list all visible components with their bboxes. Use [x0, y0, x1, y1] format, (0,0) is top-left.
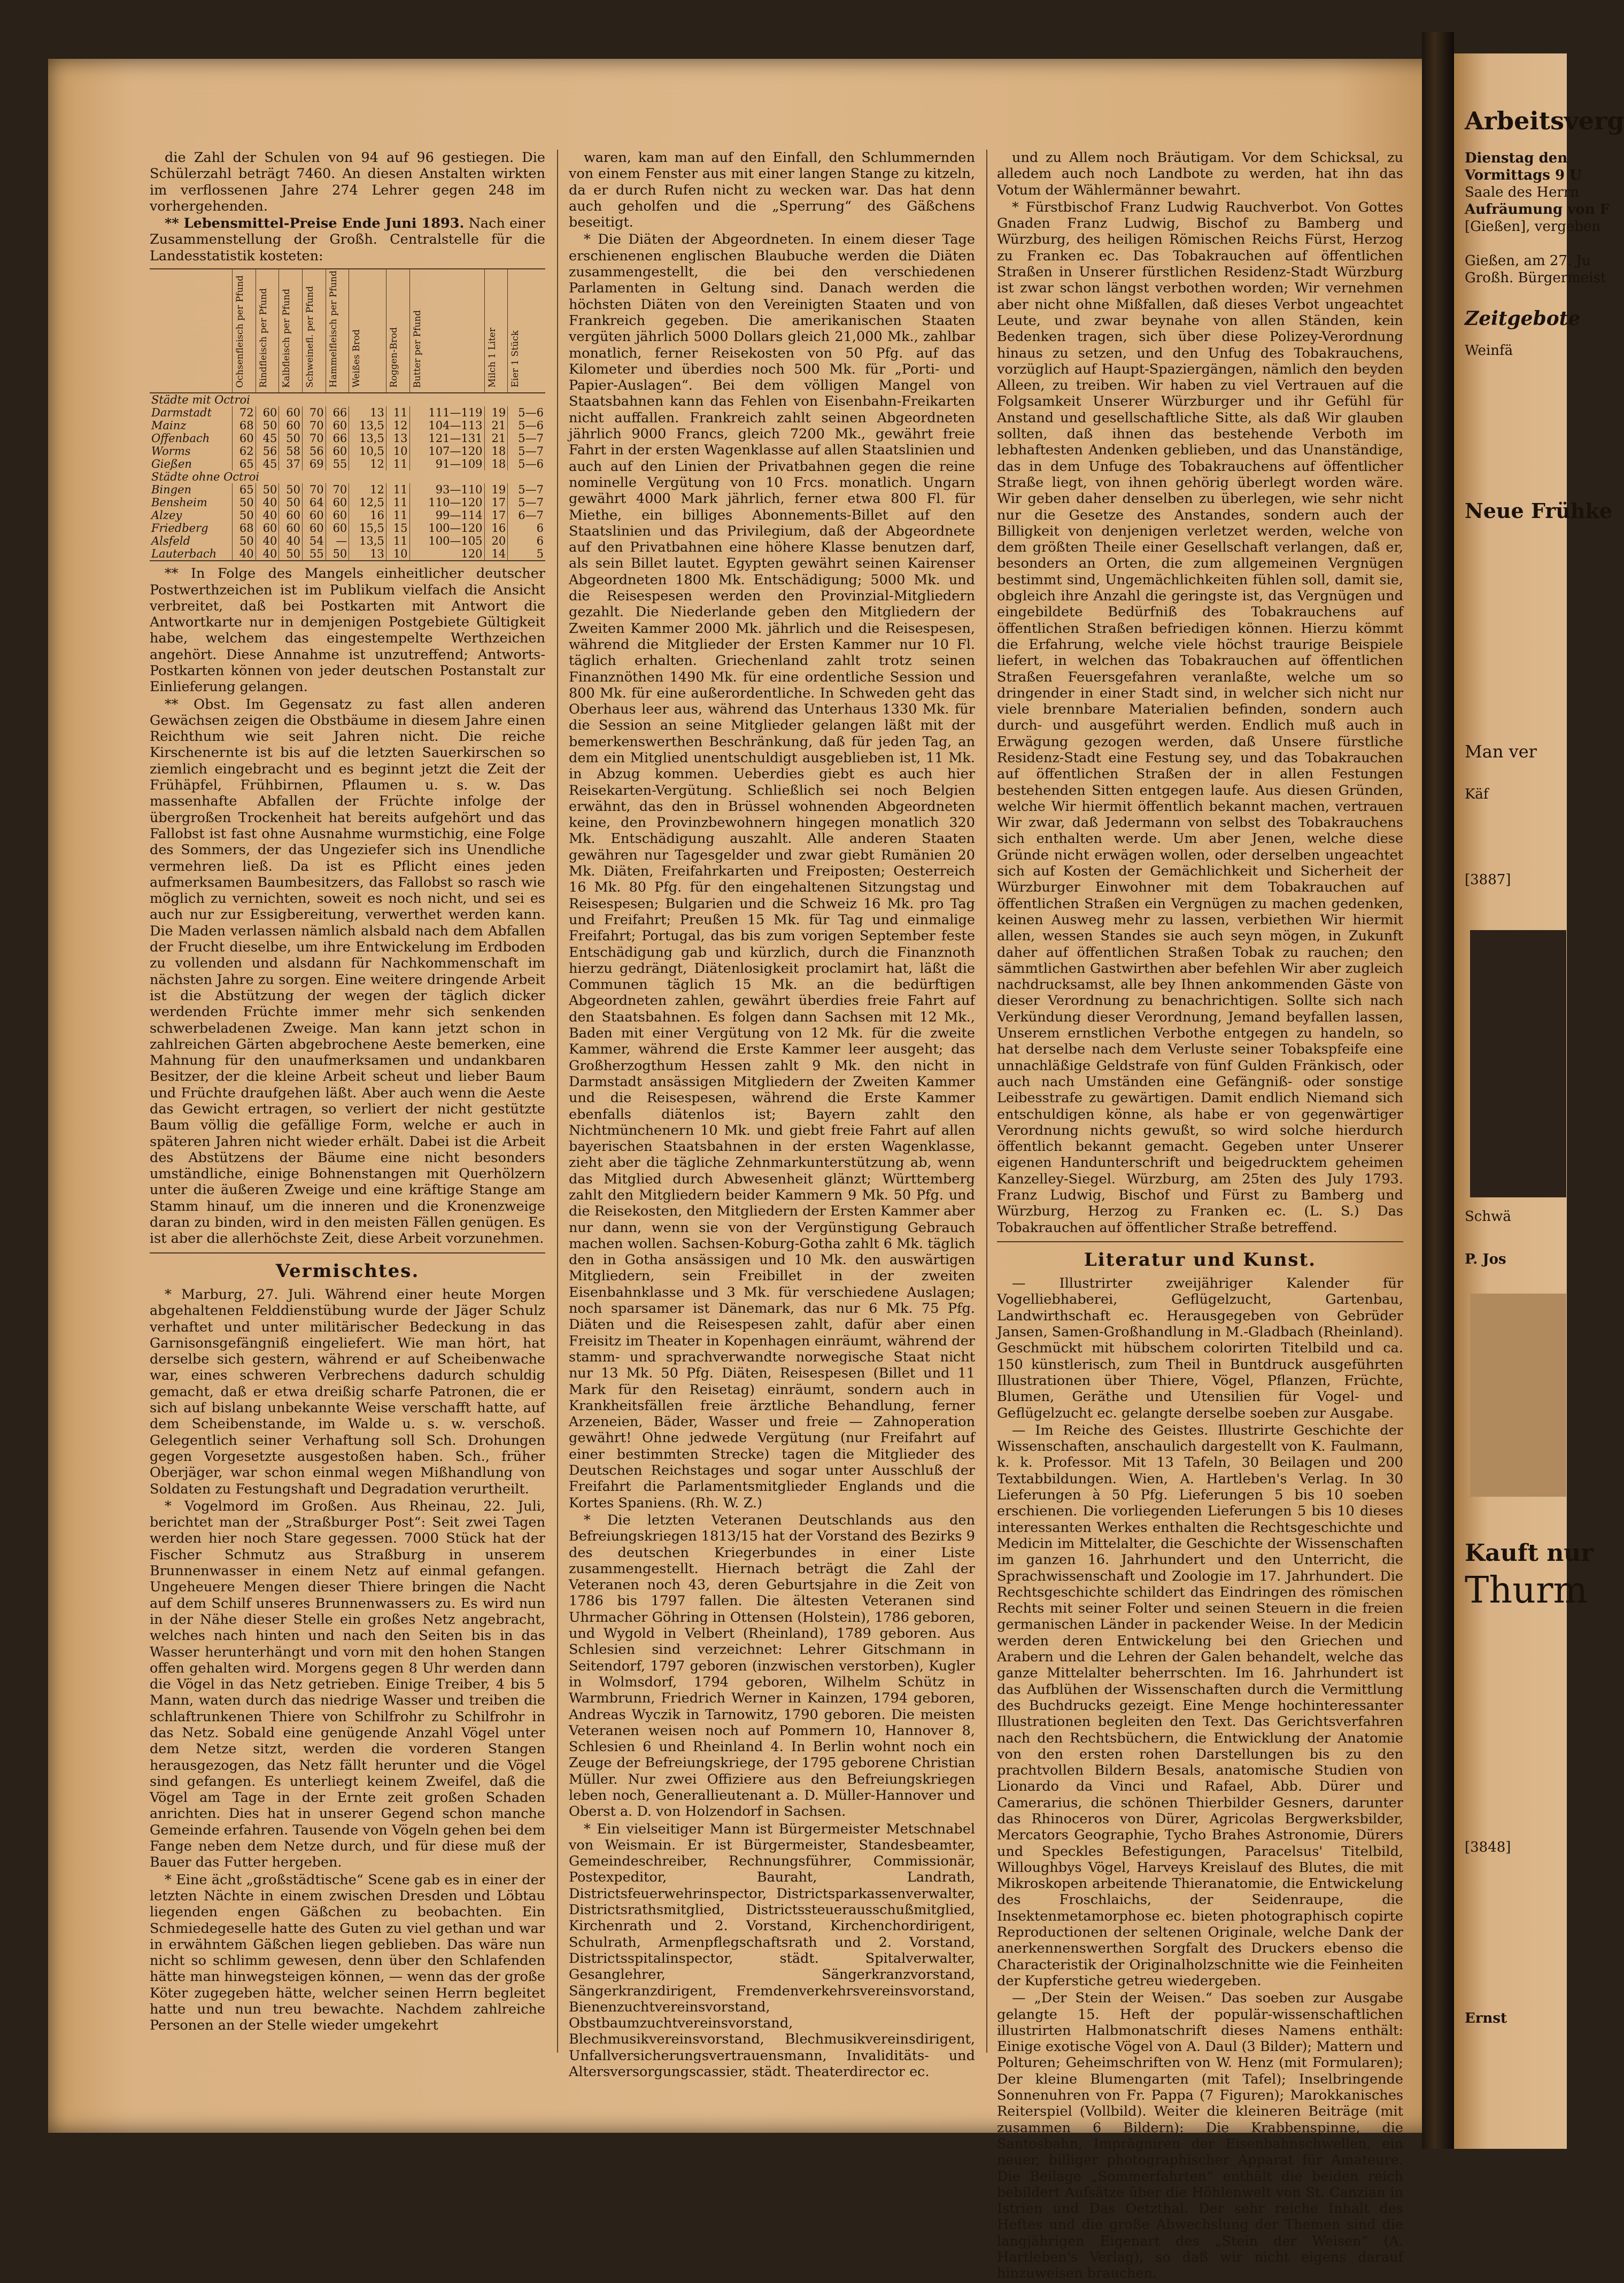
- table-cell: 15,5: [349, 522, 386, 535]
- table-cell: 50: [233, 535, 256, 547]
- table-cell: 5—7: [508, 483, 545, 496]
- mayor-continued: und zu Allem noch Bräutigam. Vor dem Schicksal, zu alledem auch noch Landbote zu werden, hat ihn das Votum der Wählermänner bewahrt.: [997, 150, 1403, 198]
- table-cell: 11: [386, 458, 409, 470]
- table-cell: 60: [256, 406, 279, 419]
- diaeten-paragraph: * Die Diäten der Abgeordneten. In einem dieser Tage erschienenen englischen Blaubuche werden die Diäten zusammengestellt, die bei den verschiedenen Parlamenten in Geltung sind. Danach werden die höchsten Diäten von den Vereinigten Staaten und von Frankreich gegeben. Die amerikanischen Staaten vergüten jährlich 5000 Dollars gleich 21,000 Mk., zahlbar monatlich, ferner Reisekosten von 50 Pfg. auf das Kilometer und überdies noch 500 Mk. für „Porti- und Papier-Auslagen“. Bei dem völligen Mangel von Staatsbahnen kann das Fehlen von Eisenbahn-Freikarten nicht auffallen. Frankreich zahlt seinen Abgeordneten jährlich 9000 Francs, gleich 7200 Mk., gewährt freie Fahrt in der ersten Wagenklasse auf allen Staatslinien und auch auf den Linien der Privatbahnen gegen die reine nominelle Vergütung von 10 Frcs. monatlich. Ungarn gewährt 4000 Mark jährlich, ferner etwa 800 Fl. für Miethe, ein billiges Abonnements-Billet auf den Staatslinien und das Privilegium, daß der Abgeordnete auf den Privatbahnen eine höhere Klasse benutzen darf, als sein Billet lautet. Egypten gewährt seinen Kairenser Abgeordneten 1800 Mk. Entschädigung; 5000 Mk. und die Reisespesen werden den Provinzial-Mitgliedern gezahlt. Die Niederlande geben den Mitgliedern der Zweiten Kammer 2000 Mk. jährlich und die Reisespesen, während die Mitglieder der Ersten Kammer nur 10 Fl. täglich erhalten. Griechenland zahlt trotz seinen Finanznöthen 1490 Mk. für eine ordentliche Session und 800 Mk. für eine außerordentliche. In Schweden geht das Oberhaus leer aus, während das Unterhaus 1330 Mk. für die Session an seine Mitglieder gelangen läßt mit der bemerkenswerthen Beschränkung, daß für jeden Tag, an dem ein Mitglied unentschuldigt ausgeblieben ist, 11 Mk. in Abzug kommen. Ueberdies giebt es auch hier Reisekarten-Vergütung. Schließlich sei noch Belgien erwähnt, das den in Brüssel wohnenden Abgeordneten keine, den Provinzbewohnern hingegen monatlich 320 Mk. Entschädigung auszahlt. Alle anderen Staaten gewähren nur Tagesgelder und zwar giebt Rumänien 20 Mk. Diäten, Freifahrkarten und Freiposten; Oesterreich 16 Mk. 80 Pfg. für den eingehaltenen Sitzungstag und Reisespesen; Bulgarien und die Schweiz 16 Mk. pro Tag und Freifahrt; Preußen 15 Mk. für Tag und einmalige Freifahrt; Portugal, das bis zum vorigen September feste Entschädigung gab und kürzlich, durch die Finanznoth hierzu gedrängt, Diätenlosigkeit proclamirt hat, läßt die Communen täglich 15 Mk. an die bedürftigen Abgeordneten zahlen, gewährt überdies freie Fahrt auf den Staatsbahnen. Es folgen dann Sachsen mit 12 Mk., Baden mit einer Vergütung von 12 Mk. für die zweite Kammer, während die Erste Kammer leer ausgeht; das Großherzogthum Hessen zahlt 9 Mk. den nicht in Darmstadt ansässigen Mitgliedern der Zweiten Kammer und die Reisespesen, während die Erste Kammer ebenfalls diätenlos ist; Bayern zahlt den Nichtmünchenern 10 Mk. und giebt freie Fahrt auf allen bayerischen Staatsbahnen in der ersten Wagenklasse, zieht aber die tägliche Zehnmarkunterstützung ab, wenn das Mitglied durch Abwesenheit glänzt; Württemberg zahlt den Mitgliedern beider Kammern 9 Mk. 50 Pfg. und die Reisekosten, den Mitgliedern der Ersten Kammer aber nur dann, wenn sie von der Vergünstigung Gebrauch machen wollen. Sachsen-Koburg-Gotha zahlt 6 Mk. täglich den in Gotha ansässigen und 10 Mk. den auswärtigen Mitgliedern, sein Freibillet in der zweiten Eisenbahnklasse und 3 Mk. für verschiedene Auslagen; noch sparsamer ist Dänemark, das nur 6 Mk. 75 Pfg. Diäten und die Reisespesen zahlt, dafür aber einen Freisitz im Theater in Kopenhagen einräumt, während der stamm- und sprachverwandte norwegische Staat nicht nur 13 Mk. 50 Pfg. Diäten, Reisespesen (Billet und 11 Mark für den Reisetag) einräumt, sondern auch in Krankheitsfällen freie ärztliche Behandlung, ferner Arzeneien, Bäder, Wasser und freie — Zahnoperation gewährt! Ohne jedwede Vergütung (nur Freifahrt auf einer bestimmten Strecke) tagen die Mitglieder des Deutschen Reichstages und sogar unter Ausschluß der Freifahrt die Parlamentsmitglieder Englands und die Kortes Spaniens. (Rh. W. Z.): [569, 231, 975, 1511]
- table-cell: 6: [508, 535, 545, 547]
- table-cell: 69: [302, 458, 326, 470]
- table-cell: 5—6: [508, 458, 545, 470]
- section-heading-vermischtes: Vermischtes.: [275, 1260, 420, 1282]
- table-cell: 50: [279, 496, 303, 509]
- table-group-label: Städte mit Octroi: [151, 393, 250, 407]
- table-group-row: [150, 393, 545, 406]
- table-cell: 60: [233, 432, 256, 445]
- table-cell: 18: [484, 445, 508, 458]
- table-cell: 5: [508, 547, 545, 561]
- next-page-heading: Arbeitsverg: [1465, 106, 1624, 135]
- table-cell: 70: [302, 483, 326, 496]
- school-paragraph: die Zahl der Schulen von 94 auf 96 gestiegen. Die Schülerzahl beträgt 7460. An diesen Anstalten wirkten im verflossenen Jahre 274 Lehrer gegen 248 im vorhergehenden.: [150, 150, 545, 214]
- next-page-ad: P. Jos: [1465, 1251, 1506, 1267]
- table-cell: 121—131: [409, 432, 484, 445]
- table-cell: 17: [484, 496, 508, 509]
- table-city-cell: Alzey: [151, 509, 182, 522]
- next-page-ad: Ernst: [1465, 2010, 1507, 2026]
- table-cell: 50: [233, 509, 256, 522]
- table-cell: 68: [233, 419, 256, 432]
- calendar-review: — Illustrirter zweijähriger Kalender für Vogelliebhaberei, Geflügelzucht, Gartenbau, Landwirthschaft ec. Herausgegeben von Gebrüder Jansen, Samen-Großhandlung in M.-Gladbach (Rheinland). Geschmückt mit hübschem colorirten Titelbild und ca. 150 künstlerisch, zum Theil in Buntdruck ausgeführten Illustrationen über Thiere, Vögel, Pflanzen, Früchte, Blumen, Geräthe und Utensilien für Vogel- und Geflügelzucht ec. gelangte derselbe soeben zur Ausgabe.: [997, 1275, 1403, 1421]
- table-cell: 65: [233, 483, 256, 496]
- next-page-fragment: [1454, 53, 1624, 2149]
- column-3: [997, 150, 1403, 2283]
- table-cell: 12: [386, 419, 409, 432]
- table-cell: 65: [233, 458, 256, 470]
- table-cell: 5—6: [508, 406, 545, 419]
- table-city-cell: Gießen: [151, 458, 192, 471]
- table-row: [150, 522, 545, 535]
- table-cell: 13: [349, 406, 386, 419]
- next-page-ad: Kauft nur: [1465, 1539, 1594, 1567]
- table-cell: 58: [279, 445, 303, 458]
- table-cell: 64: [302, 496, 326, 509]
- table-cell: 10: [386, 547, 409, 561]
- table-column-header: [386, 269, 409, 393]
- table-cell: 5—7: [508, 432, 545, 445]
- table-cell: 10: [386, 445, 409, 458]
- next-page-ad: Thurm: [1465, 1569, 1588, 1612]
- table-cell: 50: [326, 547, 349, 561]
- table-cell: 110—120: [409, 496, 484, 509]
- food-prices-table: [150, 268, 545, 561]
- table-city-cell: Friedberg: [151, 522, 208, 535]
- table-cell: 60: [326, 509, 349, 522]
- table-column-header: [484, 269, 508, 393]
- table-group-row: [150, 470, 545, 483]
- table-cell: 45: [256, 432, 279, 445]
- table-cell: 12: [349, 483, 386, 496]
- next-page-number: [3848]: [1465, 1839, 1511, 1855]
- table-cell: 40: [256, 509, 279, 522]
- table-cell: 60: [326, 522, 349, 535]
- table-cell: 11: [386, 406, 409, 419]
- table-cell: 12,5: [349, 496, 386, 509]
- book-spine: [1422, 32, 1454, 2149]
- table-cell: 45: [256, 458, 279, 470]
- next-page-ad: Zeitgebote: [1465, 307, 1581, 330]
- next-page-number: [3887]: [1465, 872, 1511, 888]
- postcard-paragraph: ** In Folge des Mangels einheitlicher deutscher Postwerthzeichen ist im Publikum vielfach die Ansicht verbreitet, daß bei Postkarten mit Antwort die Antwortkarte nur in demjenigen Postgebiete Gültigkeit habe, welchem das eingestempelte Werthzeichen angehört. Diese Annahme ist unzutreffend; Antworts-Postkarten können von jeder deutschen Postanstalt zur Einlieferung gelangen.: [150, 566, 545, 695]
- next-page-ad: Man ver: [1465, 741, 1537, 762]
- table-cell: 60: [302, 509, 326, 522]
- fruit-paragraph: ** Obst. Im Gegensatz zu fast allen anderen Gewächsen zeigen die Obstbäume in diesem Jahre einen Reichthum wie seit Jahren nicht. Die reiche Kirschenernte ist bis auf die letzten Sauerkirschen so ziemlich eingebracht und es beginnt jetzt die Zeit der Frühäpfel, Frühbirnen, Pflaumen u. s. w. Das massenhafte Abfallen der Früchte infolge der übergroßen Trockenheit hat bereits aufgehört und das Fallobst ist fast ohne Ausnahme wurmstichig, eine Folge des Sommers, der das Ungeziefer sich ins Unendliche vermehren ließ. Da ist es Pflicht eines jeden aufmerksamen Baumbesitzers, das Fallobst so rasch wie möglich zu vernichten, soweit es noch nicht, und sei es auch nur zur Essigbereitung, verwerthet werden kann. Die Maden verlassen nämlich alsbald nach dem Abfallen der Frucht dieselbe, um ihre Entwickelung im Erdboden zu vollenden und alsdann für Nachkommenschaft im nächsten Jahre zu sorgen. Eine weitere dringende Arbeit ist die Abstützung der wegen der täglich dicker werdenden Früchte immer mehr sich senkenden schwerbeladenen Zweige. Man kann jetzt schon in zahlreichen Gärten abgebrochene Aeste bemerken, eine Mahnung für den unaufmerksamen und undankbaren Besitzer, der die kleine Arbeit scheut und lieber Baum und Früchte draufgehen läßt. Aber auch wenn die Aeste das Gewicht ertragen, so verliert der nicht gestützte Baum völlig die gefällige Form, welche er auch in späteren Jahren nicht wieder erhält. Dabei ist die Arbeit des Abstützens der Bäume eine nicht besonders umständliche, einige Bohnenstangen mit Querhölzern unter die äußeren Zweige und eine kräftige Stange am Stamm hinauf, um die inneren und die Kronenzweige daran zu binden, wird in den meisten Fällen genügen. Es ist aber die allerhöchste Zeit, diese Arbeit vorzunehmen.: [150, 696, 545, 1247]
- table-column-header: [279, 269, 303, 393]
- table-cell: 70: [302, 419, 326, 432]
- reich-des-geistes-review: — Im Reiche des Geistes. Illustrirte Geschichte der Wissenschaften, anschaulich dargestellt von K. Faulmann, k. k. Professor. Mit 13 Tafeln, 30 Beilagen und 200 Textabbildungen. Wien, A. Hartleben's Verlag. In 30 Lieferungen à 50 Pfg. Lieferungen 5 bis 10 soeben erschienen. Die vorliegenden Lieferungen 5 bis 10 dieses interessanten Werkes enthalten die Rechtsgeschichte und Medicin im Mittelalter, die Geschichte der Wissenschaften im ganzen 16. Jahrhundert und den Unterricht, die Sprachwissenschaft und Zoologie im 17. Jahrhundert. Die Rechtsgeschichte schildert das Eindringen des römischen Rechts mit seiner Folter und seinen Steuern in die freien germanischen Länder in packender Weise. In der Medicin werden deren Entwickelung bei den Griechen und Arabern und die Lehren der Galen behandelt, welche das ganze Mittelalter beherrschten. Im 16. Jahrhundert ist das Aufblühen der Wissenschaften durch die Vermittlung des Buchdrucks gezeigt. Eine Menge hochinteressanter Illustrationen begleiten den Text. Das Gerichtsverfahren nach den Rechtsbüchern, die Entwicklung der Anatomie von den ersten rohen Darstellungen bis zu den prachtvollen Bildern Besals, anatomische Studien von Lionardo da Vinci und Rafael, Abb. Dürer und Camerarius, die schönen Thierbilder Gesners, darunter das Rhinoceros von Dürer, Agricolas Bergwerksbilder, Mercators Geographie, Tycho Brahes Astronomie, Dürers und Speckles Befestigungen, Paracelsus' Titelbild, Willoughbys Vögel, Harveys Kreislauf des Blutes, die mit Mikroskopen arbeitende Thieranatomie, die Entwickelung des Froschlaichs, der Seidenraupe, die Insektenmetamorphose ec. bieten photographisch copirte Reproductionen der seltenen Originale, welche Dank der anerkennenswerthen Sorgfalt des Druckers ebenso die Characteristik der Originalholzschnitte wie die Feinheiten der Kupferstiche getreu wiedergeben.: [997, 1422, 1403, 1989]
- table-cell: 5—6: [508, 419, 545, 432]
- table-column-header: [256, 269, 279, 393]
- table-cell: 60: [326, 496, 349, 509]
- table-cell: 11: [386, 483, 409, 496]
- table-cell: 19: [484, 406, 508, 419]
- table-cell: 60: [279, 509, 303, 522]
- table-row: [150, 445, 545, 458]
- table-cell: 56: [302, 445, 326, 458]
- table-cell: 18: [484, 458, 508, 470]
- table-group-label: Städte ohne Octroi: [151, 470, 259, 484]
- table-cell: 91—109: [409, 458, 484, 470]
- food-prices-heading: ** Lebensmittel-Preise Ende Juni 1893.: [165, 215, 465, 232]
- table-city-cell: Alsfeld: [151, 535, 191, 548]
- next-page-line: Dienstag den: [1465, 150, 1568, 166]
- table-cell: 70: [302, 432, 326, 445]
- mayor-paragraph: * Ein vielseitiger Mann ist Bürgermeister Metschnabel von Weismain. Er ist Bürgermeister, Standesbeamter, Gemeindeschreiber, Rechnungsführer, Commissionär, Postexpeditor, Bauraht, Landrath, Districtsfeuerwehrinspector, Districtsparkassenverwalter, Districtsrathsmitglied, Districtssteuerausschußmitglied, Kirchenrath und 2. Vorstand, Kirchenchordirigent, Schulrath, Armenpflegschaftsrath und 2. Vorstand, Districtsspitalinspector, städt. Spitalverwalter, Gesanglehrer, Sängerkranzvorstand, Sängerkranzdirigent, Fremdenverkehrsvereinsvorstand, Bienenzuchtvereinsvorstand, Obstbaumzuchtvereinsvorstand, Blechmusikvereinsvorstand, Blechmusikvereinsdirigent, Unfallversicherungsvertrauensmann, Invaliditäts- und Altersversorgungscassier, städt. Theaterdirector ec.: [569, 1821, 975, 2080]
- table-cell: 56: [256, 445, 279, 458]
- table-column-header: [409, 269, 484, 393]
- table-cell: 66: [326, 406, 349, 419]
- table-cell: 60: [279, 419, 303, 432]
- table-city-cell: Darmstadt: [151, 406, 212, 420]
- table-row: [150, 419, 545, 432]
- table-column-header-label: Rindfleisch per Pfund: [258, 288, 269, 388]
- table-cell: 50: [279, 483, 303, 496]
- next-page-line: Aufräumung von F: [1465, 202, 1610, 218]
- table-cell: 40: [279, 535, 303, 547]
- table-cell: 16: [484, 522, 508, 535]
- table-row: [150, 406, 545, 419]
- table-cell: 104—113: [409, 419, 484, 432]
- table-column-header-label: Ochsenfleisch per Pfund: [235, 275, 245, 388]
- table-city-cell: Bensheim: [151, 496, 207, 509]
- next-page-line: Vormittags 9 U: [1465, 167, 1582, 183]
- smoking-ban-paragraph: * Fürstbischof Franz Ludwig Rauchverbot. Von Gottes Gnaden Franz Ludwig, Bischof zu Bamberg und Würzburg, des heiligen Römischen Reichs Fürst, Herzog zu Franken ec. Das Tobakrauchen auf öffentlichen Straßen in Unserer fürstlichen Residenz-Stadt Würzburg ist zwar schon längst verbothen worden; Wir vernehmen aber nicht ohne Mißfallen, daß dieses Verbot ungeachtet Leute, und zwar beynahe von allen Ständen, kein Bedenken tragen, sich über diese Polizey-Verordnung hinaus zu setzen, und den Unfug des Tobakrauchens, vorzüglich auf Haupt-Spaziergängen, nämlich den beyden Alleen, zu treiben. Wir haben zu viel Vertrauen auf die Folgsamkeit Unserer Würzburger und ihr Gefühl für Anstand und gesellschaftliche Sitte, als daß Wir glauben sollten, daß ihnen das bestehende Verboth im lebhaftesten Andenken geblieben, und das Unanständige, das in dem Unfuge des Tobakrauchens auf öffentlicher Straße liegt, von ihnen gehörig überlegt worden wäre. Wir geben daher denselben zu überlegen, wie sehr nicht nur die Gesetze des Anstandes, sondern auch der Billigkeit von denjenigen verletzet werden, welche von dem größten Theile einer Gesellschaft verlangen, daß er, besonders an Orten, die zum allgemeinen Vergnügen bestimmt sind, Ungemächlichkeiten fühlen soll, damit sie, obgleich ihre Anzahl die geringste ist, das Vergnügen und eingebildete Bedürfniß des Tobakrauchens auf öffentlichen Straßen befriedigen können. Hierzu kömmt die Erfahrung, welche viele höchst traurige Beispiele liefert, in welchen das Tobakrauchen auf öffentlichen Straßen Feuersgefahren veranlaßte, welche um so dringender in einer Stadt sind, in welcher sich nicht nur viele brennbare Materialien befinden, sondern auch durch- und ausgeführt werden. Endlich muß auch in Erwägung gezogen werden, daß Unsere fürstliche Residenz-Stadt eine Festung sey, und das Tobakrauchen auf öffentlichen Straßen der in allen Festungen bestehenden Sitten entgegen laufe. Aus diesen Gründen, welche Wir hiermit öffentlich bekannt machen, vertrauen Wir zwar, daß Jedermann von selbst des Tobakrauchens sich enthalten werde. Um aber Jenen, welche diese Gründe nicht erwägen wollen, oder derselben ungeachtet sich auf Kosten der Gemächlichkeit und Sicherheit der Würzburger Einwohner mit dem Tobakrauchen auf öffentlichen Straßen ein Vergnügen zu machen gedenken, keinen Ausweg mehr zu lassen, verbiethen Wir hiermit allen, wessen Standes sie auch seyn mögen, in Zukunft daher auf öffentlichen Straßen Tobak zu rauchen; den sämmtlichen Gastwirthen aber befehlen Wir aber zugleich nachdrucksamst, alle bey Ihnen ankommenden Gäste von dieser Verordnung zu benachrichtigen. Sollte sich nach Verkündung dieser Verordnung, Jemand beyfallen lassen, Unserem ernstlichen Verbothe entgegen zu handeln, so hat derselbe nach dem Verluste seiner Tobakspfeife eine unnachläßige Geldstrafe von fünf Gulden Fränkisch, oder auch nach Umständen eine Gefängniß- oder sonstige Leibesstrafe zu gewärtigen. Damit endlich Niemand sich entschuldigen könne, als habe er von gegenwärtiger Verordnung nichts gewußt, so wird solche hierdurch öffentlich bekannt gemacht. Gegeben unter Unserer eigenen Handunterschrift und beigedrucktem geheimen Kanzelley-Siegel. Würzburg, am 25ten des July 1793. Franz Ludwig, Bischof und Fürst zu Bamberg und Würzburg, Herzog zu Franken ec. (L. S.) Das Tobakrauchen auf öffentlicher Straße betreffend.: [997, 199, 1403, 1236]
- table-cell: 62: [233, 445, 256, 458]
- table-cell: 50: [279, 547, 303, 561]
- table-cell: 12: [349, 458, 386, 470]
- table-cell: 66: [326, 432, 349, 445]
- table-cell: 70: [326, 483, 349, 496]
- table-cell: 21: [484, 432, 508, 445]
- table-row: [150, 496, 545, 509]
- table-cell: 13,5: [349, 432, 386, 445]
- table-column-header-label: Weißes Brod: [351, 329, 362, 388]
- table-city-cell: Mainz: [151, 419, 187, 432]
- table-cell: 50: [279, 432, 303, 445]
- table-cell: 5—7: [508, 496, 545, 509]
- table-column-header-label: Hammelfleisch per Pfund: [328, 270, 339, 388]
- table-cell: 13,5: [349, 535, 386, 547]
- table-row: [150, 458, 545, 470]
- table-row: [150, 432, 545, 445]
- table-cell: 68: [233, 522, 256, 535]
- table-column-header: [233, 269, 256, 393]
- table-cell: 21: [484, 419, 508, 432]
- table-cell: 70: [302, 406, 326, 419]
- table-cell: 6—7: [508, 509, 545, 522]
- table-cell: 13: [349, 547, 386, 561]
- next-page-line: Gießen, am 27. Ju: [1465, 253, 1591, 269]
- table-cell: 50: [233, 496, 256, 509]
- table-cell: 93—110: [409, 483, 484, 496]
- table-row: [150, 535, 545, 547]
- table-cell: 60: [256, 522, 279, 535]
- table-column-header-label: Butter per Pfund: [412, 309, 423, 388]
- table-city-cell: Bingen: [151, 483, 192, 497]
- column-rule-2: [986, 150, 987, 2053]
- table-column-header: [302, 269, 326, 393]
- table-cell: 15: [386, 522, 409, 535]
- table-cell: 11: [386, 496, 409, 509]
- table-cell: 54: [302, 535, 326, 547]
- next-page-line: Großh. Bürgermeist: [1465, 270, 1606, 286]
- table-cell: 50: [256, 419, 279, 432]
- table-cell: 99—114: [409, 509, 484, 522]
- table-cell: 72: [233, 406, 256, 419]
- table-row: [150, 483, 545, 496]
- table-cell: 10,5: [349, 445, 386, 458]
- table-column-header: [349, 269, 386, 393]
- table-cell: 11: [386, 535, 409, 547]
- table-column-header-label: Kalbfleisch per Pfund: [281, 288, 292, 388]
- advert-illustration: [1470, 930, 1566, 1197]
- marburg-paragraph: * Marburg, 27. Juli. Während einer heute Morgen abgehaltenen Felddienstübung wurde der Jäger Schulz verhaftet und unter militärischer Bedeckung in das Garnisonsgefängniß eingeliefert. Wie man hört, hat derselbe sich gestern, während er auf Scheibenwache war, eines schweren Verbrechens dadurch schuldig gemacht, daß er etwa dreißig scharfe Patronen, die er sich auf bislang unbekannte Weise verschafft hatte, auf dem Scheibenstande, im Walde u. s. w. verschoß. Gelegentlich seiner Verhaftung soll Sch. Drohungen gegen Vorgesetzte ausgestoßen haben. Sch., früher Oberjäger, war schon einmal wegen Mißhandlung von Soldaten zu Festungshaft und Degradation verurtheilt.: [150, 1286, 545, 1497]
- table-cell: 5—7: [508, 445, 545, 458]
- next-page-ad: Neue Frühke: [1465, 499, 1613, 523]
- table-cell: 50: [256, 483, 279, 496]
- table-cell: 60: [279, 522, 303, 535]
- table-cell: 60: [302, 522, 326, 535]
- table-cell: 40: [256, 547, 279, 561]
- section-divider: [150, 1252, 545, 1253]
- table-cell: 40: [256, 535, 279, 547]
- table-column-header: [326, 269, 349, 393]
- table-column-header-label: Eier 1 Stück: [510, 330, 521, 388]
- table-cell: 120: [409, 547, 484, 561]
- table-column-header-label: Roggen-Brod: [388, 327, 399, 388]
- table-cell: 60: [279, 406, 303, 419]
- table-cell: 111—119: [409, 406, 484, 419]
- section-divider: [997, 1241, 1403, 1242]
- table-cell: 60: [326, 419, 349, 432]
- table-cell: 13: [386, 432, 409, 445]
- table-cell: 100—105: [409, 535, 484, 547]
- table-row: [150, 547, 545, 561]
- column-rule-1: [557, 150, 558, 2053]
- table-city-cell: Lauterbach: [150, 547, 233, 561]
- table-column-header-label: Milch 1 Liter: [486, 328, 498, 388]
- table-city-cell: Worms: [151, 445, 191, 458]
- table-cell: —: [326, 535, 349, 547]
- table-cell: 20: [484, 535, 508, 547]
- next-page-ad: Weinfä: [1465, 343, 1513, 359]
- table-cell: 16: [349, 509, 386, 522]
- table-cell: 17: [484, 509, 508, 522]
- table-cell: 19: [484, 483, 508, 496]
- dresden-continued: waren, kam man auf den Einfall, den Schlummernden von einem Fenster aus mit einer langen Stange zu kitzeln, da er durch Rufen nicht zu wecken war. Das hat denn auch geholfen und die „Sperrung“ des Gäßchens beseitigt.: [569, 150, 975, 231]
- dresden-paragraph: * Eine ächt „großstädtische“ Scene gab es in einer der letzten Nächte in einem zwischen Dresden und Löbtau liegenden engen Gäßchen zu beobachten. Ein Schmiedegeselle hatte des Guten zu viel gethan und war in erwähntem Gäßchen liegen geblieben. Das wäre nun nicht so schlimm gewesen, denn über den Schlafenden hätte man hinwegsteigen können, — wenn das der große Köter zugegeben hätte, welcher seinen Herrn begleitet hatte und nun treu bewachte. Nachdem zahlreiche Personen an der Stelle wieder umgekehrt: [150, 1871, 545, 2034]
- table-cell: 40: [233, 547, 256, 561]
- table-cell: 13,5: [349, 419, 386, 432]
- table-cell: 55: [326, 458, 349, 470]
- table-city-cell: Offenbach: [151, 432, 210, 445]
- next-page-line: [Gießen], vergeben: [1465, 219, 1601, 235]
- section-heading-literatur: Literatur und Kunst.: [1084, 1249, 1317, 1271]
- column-1: [150, 150, 545, 2035]
- food-prices-text: Nach einer Zusammenstellung der Großh. Centralstelle für die Landesstatistik kosteten:: [150, 215, 545, 264]
- next-page-ad: Schwä: [1465, 1209, 1511, 1225]
- food-prices-intro: [150, 215, 545, 264]
- table-cell: 60: [326, 445, 349, 458]
- table-cell: 55: [302, 547, 326, 561]
- table-column-header: [508, 269, 545, 393]
- table-cell: 14: [484, 547, 508, 561]
- table-cell: 11: [386, 509, 409, 522]
- table-cell: 100—120: [409, 522, 484, 535]
- stein-der-weisen-review: — „Der Stein der Weisen.“ Das soeben zur Ausgabe gelangte 15. Heft der populär-wissenschaftlichen illustrirten Halbmonatschrift dieses Namens enthält: Einige exotische Vögel von A. Daul (3 Bilder); Mattern und Polturen; Geheimschriften von W. Henz (mit Formularen); Der kleine Blumengarten (mit Tafel); Inselbringende Sonnenuhren von Fr. Pappa (7 Figuren); Marokkanisches Reiterspiel (Vollbild). Weiter die kleineren Beiträge (mit zusammen 6 Bildern): Die Krabbenspinne, die Santosbahn, Imprägniren der Eisenbahnschwellen, ein neuer, billiger photographischer Apparat für Amateure. Die Beilage „Sommerfahrten“ enthält die beiden reich bebildert Aufsätze über die Höhlenwelt von St. Canzian in Istrien und Das Oetzthal. Der sehr reiche Inhalt des Heftes und die große Abwechslung der Themen sind die langjährigen Eigenart des „Stein der Weisen“ (A. Hartleben's Verlag), so daß wir nicht eigens darauf hinzuweisen brauchen.: [997, 1990, 1403, 2282]
- table-cell: 37: [279, 458, 303, 470]
- table-cell: 107—120: [409, 445, 484, 458]
- table-row: [150, 509, 545, 522]
- column-2: [569, 150, 975, 2081]
- table-cell: 6: [508, 522, 545, 535]
- table-cell: 40: [256, 496, 279, 509]
- next-page-line: Saale des Herrn: [1465, 184, 1580, 200]
- table-column-header-label: Schweinefl. per Pfund: [304, 285, 315, 388]
- next-page-ad: Käf: [1465, 786, 1489, 802]
- advert-figure-illustration: [1470, 1294, 1566, 1497]
- bird-paragraph: * Vogelmord im Großen. Aus Rheinau, 22. Juli, berichtet man der „Straßburger Post“: Seit zwei Tagen werden hier noch Stare gegessen. 7000 Stück hat der Fischer Schmutz aus Straßburg in unserem Brunnenwasser in einem Netz auf einmal gefangen. Ungeheuere Mengen dieser Thiere bringen die Nacht auf dem Schilf unseres Brunnenwassers zu. Es wird nun in der Nähe dieser Stelle ein großes Netz angebracht, welches nach hinten und nach den Seiten bis in das Wasser herunterhängt und vorn mit den hohen Stangen offen gehalten wird. Morgens gegen 8 Uhr werden dann die Vögel in das Netz getrieben. Einige Treiber, 4 bis 5 Mann, waten durch das niedrige Wasser und treiben die schlaftrunkenen Thiere von Schilfrohr zu Schilfrohr in das Netz. Sobald eine genügende Anzahl Vögel unter dem Netze sitzt, werden die vorderen Stangen herausgezogen, das Netz fällt herunter und die Vögel sind gefangen. Es unterliegt keinem Zweifel, daß die Vögel am Tage in der Ernte zeit großen Schaden anrichten. Dies hat in unserer Gegend schon manche Gemeinde erfahren. Tausende von Vögeln gehen bei dem Fange neben dem Netze durch, und für diese muß der Bauer das Futter hergeben.: [150, 1498, 545, 1871]
- veterans-paragraph: * Die letzten Veteranen Deutschlands aus den Befreiungskriegen 1813/15 hat der Vorstand des Bezirks 9 des deutschen Kriegerbundes in einer Liste zusammengestellt. Hiernach beträgt die Zahl der Veteranen noch 43, deren Geburtsjahre in die Zeit von 1786 bis 1797 fallen. Die ältesten Veteranen sind Uhrmacher Göhring in Ottensen (Holstein), 1786 geboren, und Wygold in Velbert (Rheinland), 1789 geboren. Aus Schlesien sind verzeichnet: Lehrer Gitschmann in Seitendorf, 1797 geboren (inzwischen verstorben), Kugler in Wolmsdorf, 1794 geboren, Wilhelm Schütz in Warmbrunn, Friedrich Werner in Kainzen, 1794 geboren, Andreas Wyczik in Tarnowitz, 1790 geboren. Die meisten Veteranen weisen noch auf Pommern 10, Hannover 8, Schlesien 6 und Rheinland 4. In Berlin wohnt noch ein Zeuge der Befreiungskriege, der 1795 geborene Christian Müller. Nur zwei Offiziere aus den Befreiungskriegen leben noch, Generallieutenant a. D. Müller-Hannover und Oberst a. D. von Holzendorf in Sachsen.: [569, 1512, 975, 1820]
